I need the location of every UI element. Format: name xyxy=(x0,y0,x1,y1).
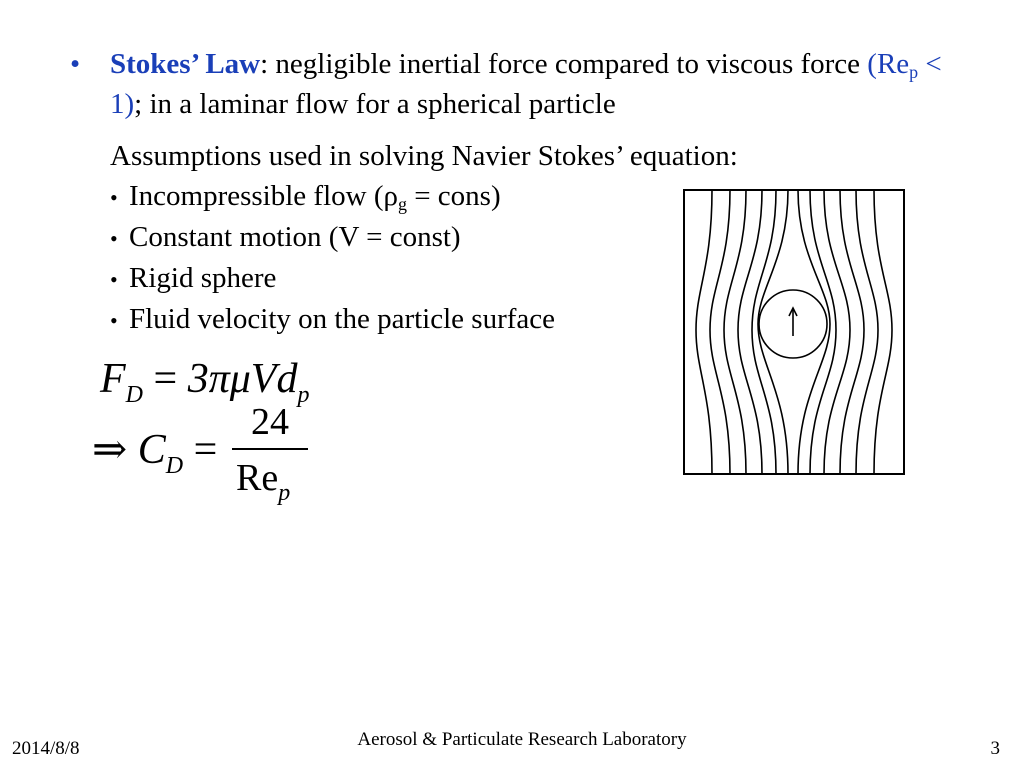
item-text: Incompressible flow (ρ xyxy=(129,180,398,212)
condition-rest: < 1) xyxy=(110,48,942,120)
streamline-figure xyxy=(682,188,906,476)
list-item xyxy=(110,258,555,299)
drag-force-equation xyxy=(100,355,310,408)
sub-bullet-dot: • xyxy=(110,308,118,333)
drag-coefficient-equation xyxy=(92,424,218,479)
page-number: 3 xyxy=(990,738,1000,759)
list-item xyxy=(110,176,555,217)
rho-sub: g xyxy=(397,194,407,215)
eq1-lhs: F xyxy=(100,356,126,402)
item-text: Constant motion (V = const) xyxy=(129,221,461,253)
fraction-numerator: 24 xyxy=(251,401,289,443)
eq2-op: = xyxy=(183,427,218,473)
sub-bullet-dot: • xyxy=(110,226,118,251)
fraction xyxy=(232,400,308,506)
eq1-rhs: 3πμVd xyxy=(187,356,298,402)
item-text: Fluid velocity on the particle surface xyxy=(129,303,555,335)
assumptions-title: Assumptions used in solving Navier Stokes’ equation: xyxy=(110,140,738,172)
assumptions-list xyxy=(110,176,555,340)
sub-bullet-dot: • xyxy=(110,267,118,292)
condition-sub: p xyxy=(909,62,919,83)
footer-date: 2014/8/8 xyxy=(12,738,80,759)
eq2-lhs: C xyxy=(137,427,166,473)
condition-re: (Re xyxy=(867,48,910,80)
list-item xyxy=(110,299,555,340)
main-bullet-text xyxy=(110,44,950,124)
eq1-rhs-sub: p xyxy=(297,382,310,408)
eq2-lhs-sub: D xyxy=(165,453,184,479)
item-text: Rigid sphere xyxy=(129,262,277,294)
eq1-op: = xyxy=(143,356,188,402)
den-re: Re xyxy=(236,457,279,499)
bullet-dot: • xyxy=(70,48,81,80)
fraction-denominator xyxy=(232,456,308,506)
fraction-bar xyxy=(232,448,308,450)
item-text-post: = cons) xyxy=(406,180,501,212)
definition-text: : negligible inertial force compared to viscous force xyxy=(260,48,868,80)
flow-text: ; in a laminar flow for a spherical particle xyxy=(134,88,616,120)
footer-lab-name: Aerosol & Particulate Research Laboratory xyxy=(357,729,687,750)
den-sub: p xyxy=(278,480,291,506)
eq1-lhs-sub: D xyxy=(125,382,143,408)
list-item xyxy=(110,217,555,258)
sub-bullet-dot: • xyxy=(110,185,118,210)
implies-symbol: ⇒ xyxy=(92,427,128,473)
stokes-law-term: Stokes’ Law xyxy=(110,48,261,80)
